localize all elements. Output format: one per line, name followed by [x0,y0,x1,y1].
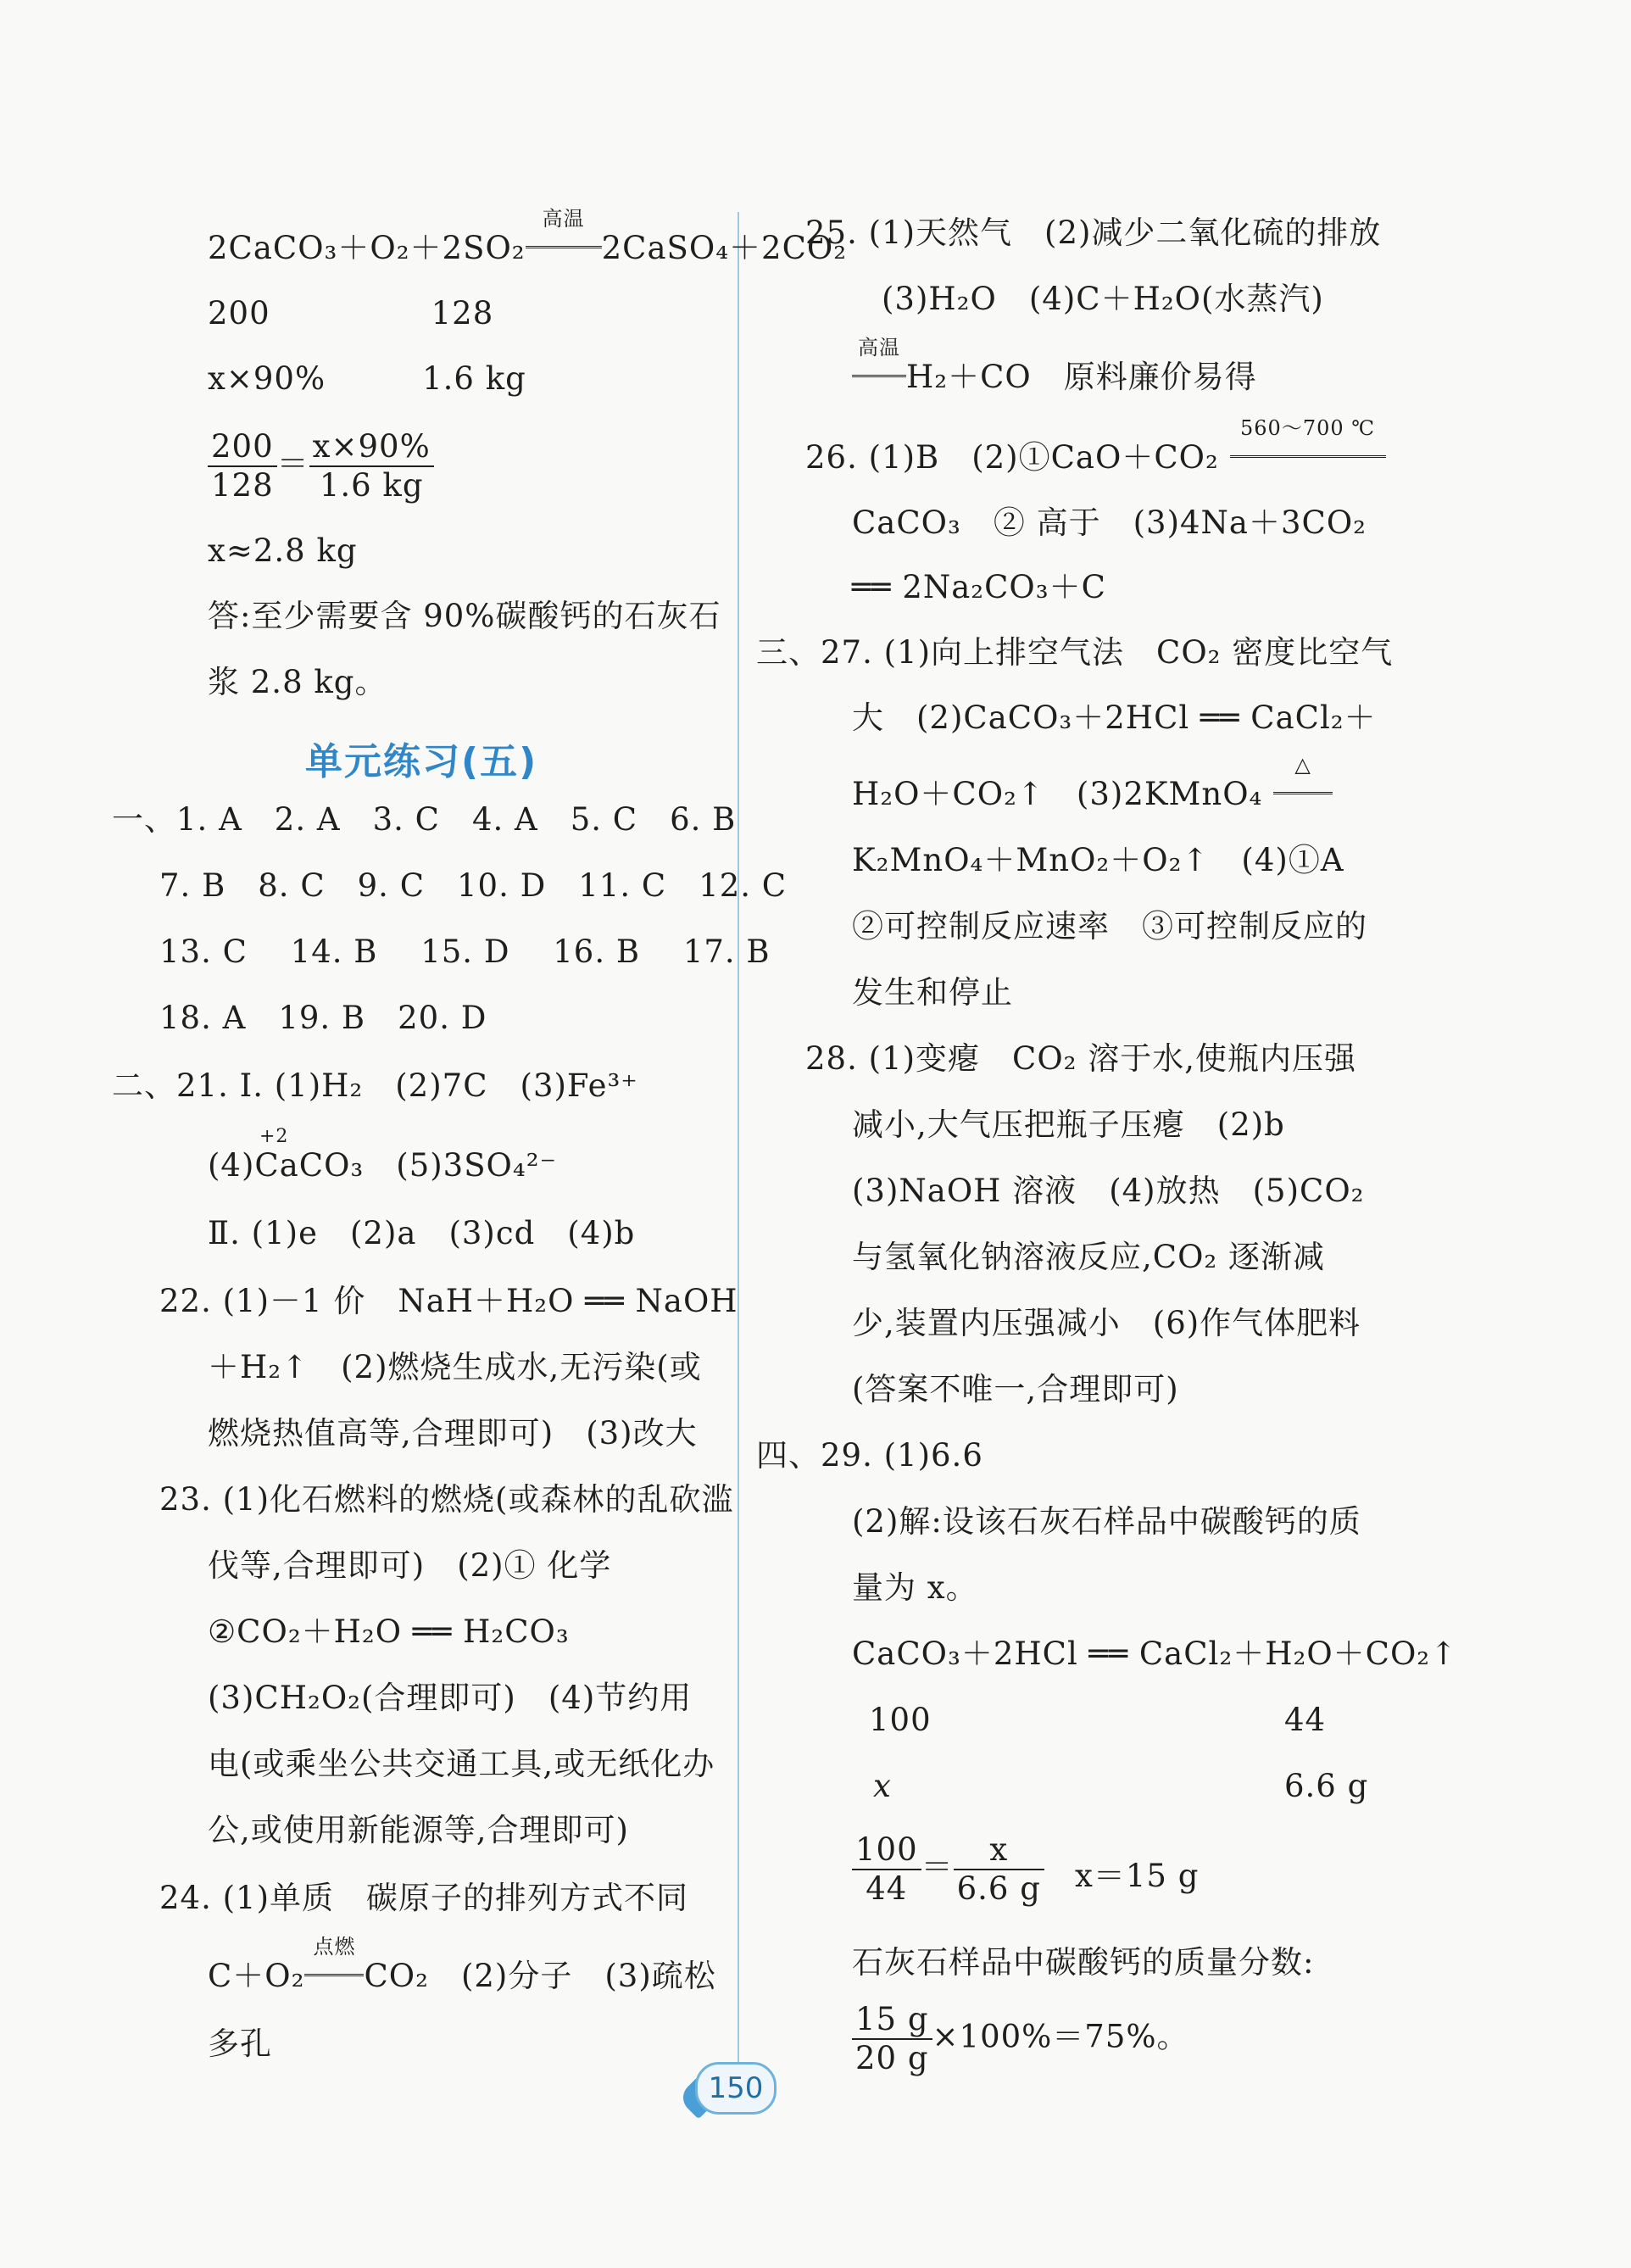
eq-left: 2CaCO₃＋O₂＋2SO₂ [208,230,526,266]
page-number-badge [685,2050,778,2118]
q29-fraction-final: $\frac{15 g}{20 g}$ ×100%＝75%。 [852,2001,1189,2077]
heat-condition: △ [1273,773,1333,816]
q23-line-1: 23. (1)化石燃料的燃烧(或森林的乱砍滥 [159,1481,734,1518]
q25-condition: 高温 [852,356,906,398]
page-number: 150 [695,2062,777,2115]
mc-row-3: 13. C 14. B 15. D 16. B 17. B [159,933,771,970]
q25-line-1: 25. (1)天然气 (2)减少二氧化硫的排放 [805,215,1382,251]
q24-line-3: 多孔 [208,2026,272,2062]
q27-line-1: 三、27. (1)向上排空气法 CO₂ 密度比空气 [756,634,1394,671]
answer-line-1: 答:至少需要含 90%碳酸钙的石灰石 [208,598,721,634]
q23-line-5: 电(或乘坐公共交通工具,或无纸化办 [208,1746,715,1782]
column-divider [738,212,739,2069]
q25-line-3: 高温 H₂＋CO 原料廉价易得 [852,356,1257,398]
equation-caco3-so2 [208,207,848,270]
mc-row-1: 一、1. A 2. A 3. C 4. A 5. C 6. B [112,801,737,838]
q24-line-2: C＋O₂ 点燃 CO₂ (2)分子 (3)疏松 [208,1955,716,1998]
q28-line-2: 减小,大气压把瓶子压瘪 (2)b [852,1106,1285,1143]
q28-line-5: 少,装置内压强减小 (6)作气体肥料 [852,1305,1361,1341]
q29-line-3: 量为 x。 [852,1569,978,1606]
q23-line-4: (3)CH₂O₂(合理即可) (4)节约用 [208,1680,693,1716]
q27-line-2: 大 (2)CaCO₃＋2HCl ══ CaCl₂＋ [852,699,1377,736]
valence-mark: +2 [259,1126,289,1147]
q21-line-3: Ⅱ. (1)e (2)a (3)cd (4)b [208,1215,636,1251]
eq-right: 2CaSO₄＋2CO₂ [601,230,848,266]
eq-condition: 高温 [526,227,602,270]
q26-line-1: 26. (1)B (2)①CaO＋CO₂ 560～700 ℃ [805,437,1386,479]
q29-row1-b: 44 [1284,1702,1327,1738]
q23-line-6: 公,或使用新能源等,合理即可) [208,1812,629,1848]
q28-line-3: (3)NaOH 溶液 (4)放热 (5)CO₂ [852,1173,1365,1209]
q29-equation: CaCO₃＋2HCl ══ CaCl₂＋H₂O＋CO₂↑ [852,1636,1458,1672]
q29-row1-a: 100 [869,1702,932,1738]
q27-line-3: H₂O＋CO₂↑ (3)2KMnO₄ △ [852,773,1333,816]
q29-row2-a: x [873,1768,892,1804]
q25-line-2: (3)H₂O (4)C＋H₂O(水蒸汽) [882,281,1324,317]
q29-proportion: $\frac{100}{44}$ ＝ $\frac{x}{6.6 g}$ [852,1831,1044,1908]
q29-row2-b: 6.6 g [1284,1768,1369,1804]
x-result: x≈2.8 kg [208,532,358,569]
mc-row-4: 18. A 19. B 20. D [159,1000,487,1036]
q28-line-6: (答案不唯一,合理即可) [852,1371,1179,1407]
q27-line-5: ②可控制反应速率 ③可控制反应的 [852,908,1367,945]
ignite-condition: 点燃 [304,1955,364,1998]
answer-line-2: 浆 2.8 kg。 [208,664,387,700]
q26-condition: 560～700 ℃ [1230,437,1386,479]
proportion-fraction: $\frac{200}{128}$ ＝ $\frac{x\times 90\%}{1.6 kg}$ [208,428,434,504]
q29-result: x＝15 g [1075,1858,1200,1894]
q23-line-3: ②CO₂＋H₂O ══ H₂CO₃ [208,1613,570,1650]
q26-line-2: CaCO₃ ② 高于 (3)4Na＋3CO₂ [852,504,1367,541]
q29-line-1: 四、29. (1)6.6 [756,1437,983,1474]
q27-line-4: K₂MnO₄＋MnO₂＋O₂↑ (4)①A [852,842,1344,878]
q23-line-2: 伐等,合理即可) (2)① 化学 [208,1547,612,1584]
mc-row-2: 7. B 8. C 9. C 10. D 11. C 12. C [159,867,788,904]
q24-line-1: 24. (1)单质 碳原子的排列方式不同 [159,1880,689,1916]
q22-line-3: 燃烧热值高等,合理即可) (3)改大 [208,1415,698,1452]
unknown-row: x×90% 1.6 kg [208,360,526,397]
q27-line-6: 发生和停止 [852,974,1013,1011]
mass-ratio-row: 200 128 [208,295,494,332]
q28-line-4: 与氢氧化钠溶液反应,CO₂ 逐渐减 [852,1239,1325,1275]
q21-line-1: 二、21. Ⅰ. (1)H₂ (2)7C (3)Fe³⁺ [112,1067,638,1104]
q21-line-2: (4)CaCO₃ (5)3SO₄²⁻ [208,1147,558,1184]
q29-line-4: 石灰石样品中碳酸钙的质量分数: [852,1944,1315,1981]
q29-line-2: (2)解:设该石灰石样品中碳酸钙的质 [852,1503,1361,1540]
q22-line-1: 22. (1)－1 价 NaH＋H₂O ══ NaOH [159,1283,738,1319]
q22-line-2: ＋H₂↑ (2)燃烧生成水,无污染(或 [208,1349,702,1385]
q26-line-3: ══ 2Na₂CO₃＋C [852,569,1106,605]
q28-line-1: 28. (1)变瘪 CO₂ 溶于水,使瓶内压强 [805,1040,1357,1077]
section-title: 单元练习(五) [305,740,538,783]
